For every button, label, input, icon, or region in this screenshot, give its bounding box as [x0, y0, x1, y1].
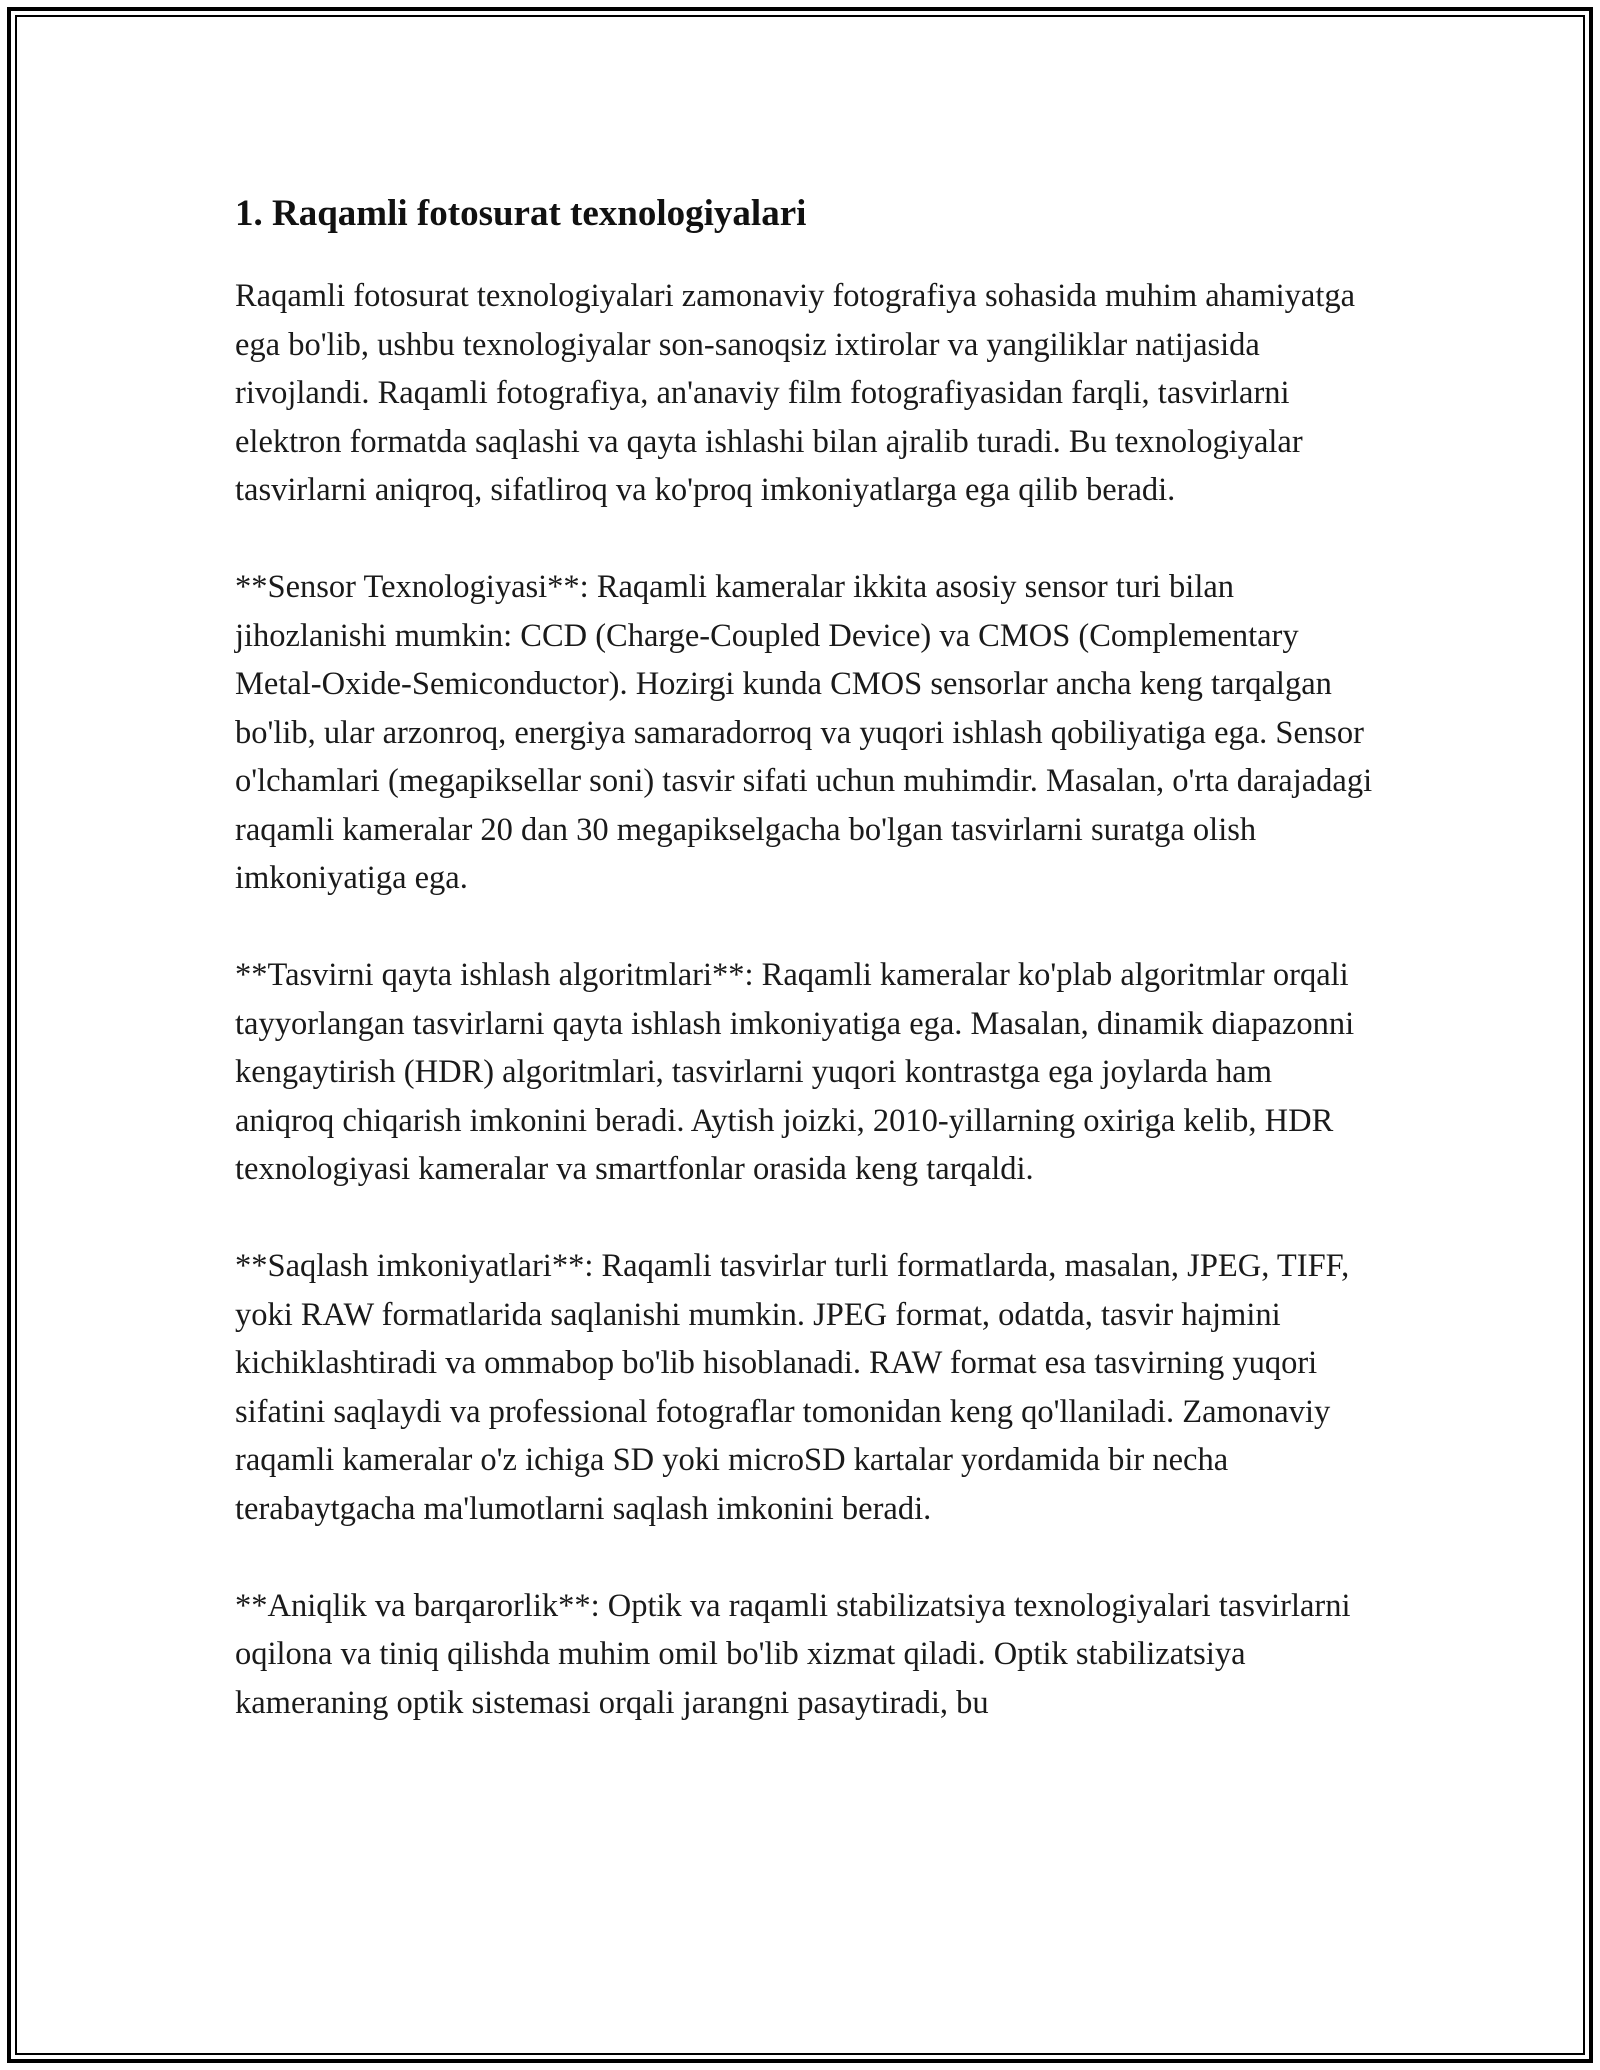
image-processing-paragraph: **Tasvirni qayta ishlash algoritmlari**: Raqamli kameralar ko'plab algoritmlar orqali tayyorlangan tasvirlarni qayta ishlash imkoniyatiga ega. Masalan, dinamik diapazonni kengaytirish (HDR) algoritmlari, tasvirlarni yuqori kontrastga ega joylarda ham aniqroq chiqarish imkonini beradi. Aytish joizki, 2010-yillarning oxiriga kelib, HDR texnologiyasi kameralar va smartfonlar orasida keng tarqaldi.: [235, 957, 1355, 1187]
intro-paragraph: Raqamli fotosurat texnologiyalari zamonaviy fotografiya sohasida muhim ahamiyatga ega bo'lib, ushbu texnologiyalar son-sanoqsiz ixtirolar va yangiliklar natijasida rivojlandi. Raqamli fotografiya, an'anaviy film fotografiyasidan farqli, tasvirlarni elektron formatda saqlashi va qayta ishlashi bilan ajralib turadi. Bu texnologiyalar tasvirlarni aniqroq, sifatliroq va ko'proq imkoniyatlarga ega qilib beradi.: [235, 278, 1356, 508]
sensor-technology-paragraph: **Sensor Texnologiyasi**: Raqamli kameralar ikkita asosiy sensor turi bilan jihozlanishi mumkin: CCD (Charge-Coupled Device) va CMOS (Complementary Metal-Oxide-Semiconductor). Hozirgi kunda CMOS sensorlar ancha keng tarqalgan bo'lib, ular arzonroq, energiya samaradorroq va yuqori ishlash qobiliyatiga ega. Sensor o'lchamlari (megapiksellar soni) tasvir sifati uchun muhimdir. Masalan, o'rta darajadagi raqamli kameralar 20 dan 30 megapikselgacha bo'lgan tasvirlarni suratga olish imkoniyatiga ega.: [235, 569, 1373, 896]
storage-paragraph: **Saqlash imkoniyatlari**: Raqamli tasvirlar turli formatlarda, masalan, JPEG, TIFF, yoki RAW formatlarida saqlanishi mumkin. JPEG format, odatda, tasvir hajmini kichiklashtiradi va ommabop bo'lib hisoblanadi. RAW format esa tasvirning yuqori sifatini saqlaydi va professional fotograflar tomonidan keng qo'llaniladi. Zamonaviy raqamli kameralar o'z ichiga SD yoki microSD kartalar yordamida bir necha terabaytgacha ma'lumotlarni saqlash imkonini beradi.: [235, 1248, 1350, 1527]
stabilization-paragraph: **Aniqlik va barqarorlik**: Optik va raqamli stabilizatsiya texnologiyalari tasvirlarni oqilona va tiniq qilishda muhim omil bo'lib xizmat qiladi. Optik stabilizatsiya kameraning optik sistemasi orqali jarangni pasaytiradi, bu: [235, 1587, 1351, 1721]
document-title: 1. Raqamli fotosurat texnologiyalari: [235, 193, 807, 234]
document-body: [235, 186, 1375, 1776]
